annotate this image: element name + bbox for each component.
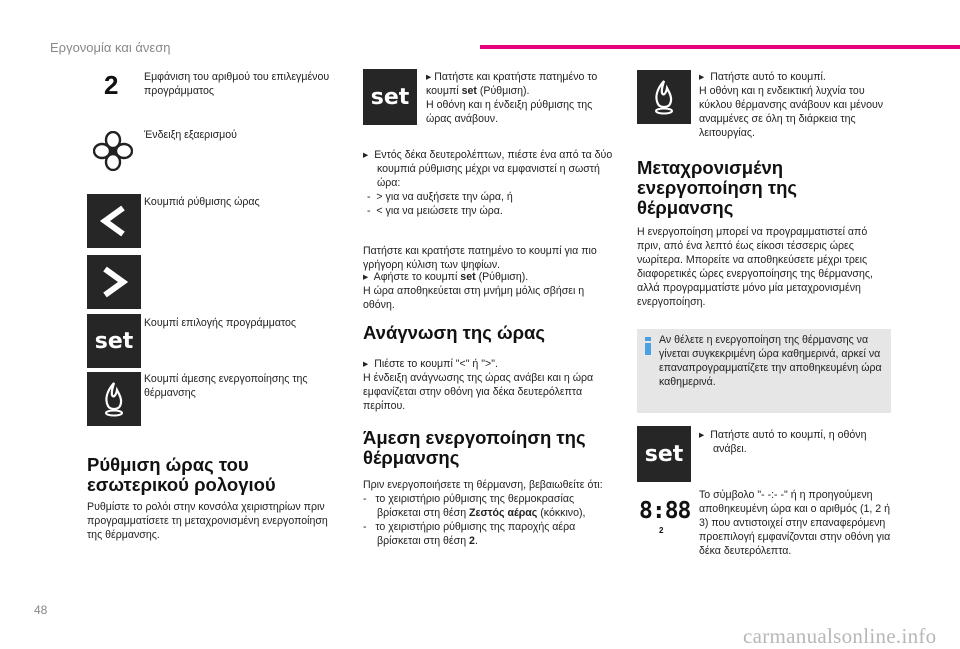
heating-button-icon	[87, 372, 141, 426]
direct-heating-intro: Πριν ενεργοποιήσετε τη θέρμανση, βεβαιωθείτε ότι:	[363, 479, 603, 491]
increase-button-icon	[87, 255, 141, 309]
info-icon	[645, 337, 651, 355]
digit-label: Εμφάνιση του αριθμού του επιλεγμένου προγράμματος	[144, 71, 330, 97]
read-time-step: ▸ Πιέστε το κουμπί "<" ή ">".	[363, 358, 498, 370]
display-program-number: 2	[659, 526, 664, 535]
direct-heating-conditions: - το χειριστήριο ρύθμισης της θερμοκρασίας βρίσκεται στη θέση Ζεστός αέρας (κόκκινο), - το χειριστήριο ρύθμισης της παροχής αέρα βρίσκεται στη θέση 2.	[363, 493, 586, 547]
heating-button-label: Κουμπί άμεσης ενεργοποίησης της θέρμανσης	[144, 373, 308, 399]
section-header: Εργονομία και άνεση	[50, 40, 171, 55]
arrow-buttons-label: Κουμπιά ρύθμισης ώρας	[144, 196, 260, 208]
display-digits: 8:88	[639, 498, 691, 524]
set-step: ▸ Πατήστε αυτό το κουμπί, η οθόνη ανάβει.	[699, 429, 867, 455]
step-hold-set: ▸ Πατήστε και κρατήστε πατημένο το κουμπί set (Ρύθμιση).	[426, 71, 598, 97]
heating-button-icon-2	[637, 70, 691, 124]
delayed-heating-title: Μεταχρονισμένη ενεργοποίηση της θέρμανσης	[637, 157, 798, 218]
clock-section-title: Ρύθμιση ώρας του εσωτερικού ρολογιού	[87, 454, 276, 495]
info-box	[637, 329, 891, 413]
decrease-button-icon	[87, 194, 141, 248]
delayed-heating-body: Η ενεργοποίηση μπορεί να προγραμματιστεί από πριν, από ένα λεπτό έως είκοσι τέσσερις ώρες νωρίτερα. Μπορείτε να αποθηκεύσετε μέχρι τρεις διαφορετικές ώρες ενεργοποίησης της θέρμανσης, αλλά προγραμματίστε μόνο μία μεταχρονισμένη ενεργοποίηση.	[637, 226, 873, 308]
display-text: Το σύμβολο "- -:- -" ή η προηγούμενη αποθηκευμένη ώρα και ο αριθμός (1, 2 ή 3) που αντιστοιχεί στην επαναφερόμενη προεπιλογή εμφανίζονται στην οθόνη για δέκα δευτερόλεπτα.	[699, 489, 891, 557]
read-time-result: Η ένδειξη ανάγνωσης της ώρας ανάβει και η ώρα εμφανίζεται στην οθόνη για δέκα δευτερόλεπτα περίπου.	[363, 372, 594, 412]
step-hold-set-result: Η οθόνη και η ένδειξη ρύθμισης της ώρας ανάβουν.	[426, 99, 593, 125]
step-adjust-time: ▸ Εντός δέκα δευτερολέπτων, πιέστε ένα από τα δύο κουμπιά ρύθμισης μέχρι να εμφανιστεί η σωστή ώρα: - > για να αυξήσετε την ώρα, ή - < για να μειώσετε την ώρα.	[363, 149, 613, 217]
info-text: Αν θέλετε η ενεργοποίηση της θέρμανσης να γίνεται συγκεκριμένη ώρα καθημερινά, αρκεί να επαναπρογραμματίζετε την αποθηκευμένη ώρα καθημερινά.	[659, 334, 882, 388]
program-number-digit: 2	[104, 70, 119, 100]
read-time-title: Ανάγνωση της ώρας	[363, 322, 546, 343]
header-accent-bar	[480, 45, 960, 49]
clock-section-body: Ρυθμίστε το ρολόι στην κονσόλα χειριστηρίων πριν προγραμματίσετε τη μεταχρονισμένη ενεργοποίηση της θέρμανσης.	[87, 501, 328, 541]
heating-step: ▸ Πατήστε αυτό το κουμπί.	[699, 71, 826, 83]
set-button-icon-3: set	[637, 426, 691, 482]
clock-display-icon	[637, 498, 693, 544]
fan-label: Ένδειξη εξαερισμού	[144, 129, 237, 141]
heating-result: Η οθόνη και η ενδεικτική λυχνία του κύκλου θέρμανσης ανάβουν και μένουν αναμμένες σε όλη τη διάρκεια της λειτουργίας.	[699, 85, 884, 139]
fan-icon	[93, 131, 133, 171]
step-release-set: ▸ Αφήστε το κουμπί set (Ρύθμιση).	[363, 271, 529, 283]
direct-heating-title: Άμεση ενεργοποίηση της θέρμανσης	[363, 427, 586, 468]
watermark: carmanualsonline.info	[743, 624, 937, 648]
time-saved-text: Η ώρα αποθηκεύεται στη μνήμη μόλις σβήσει η οθόνη.	[363, 285, 585, 311]
page-number: 48	[34, 603, 48, 617]
set-button-label: Κουμπί επιλογής προγράμματος	[144, 317, 297, 329]
hold-scroll-text: Πατήστε και κρατήστε πατημένο το κουμπί για πιο γρήγορη κύλιση των ψηφίων.	[363, 245, 597, 271]
set-button-icon-2: set	[363, 69, 417, 125]
set-button-icon: set	[87, 314, 141, 368]
